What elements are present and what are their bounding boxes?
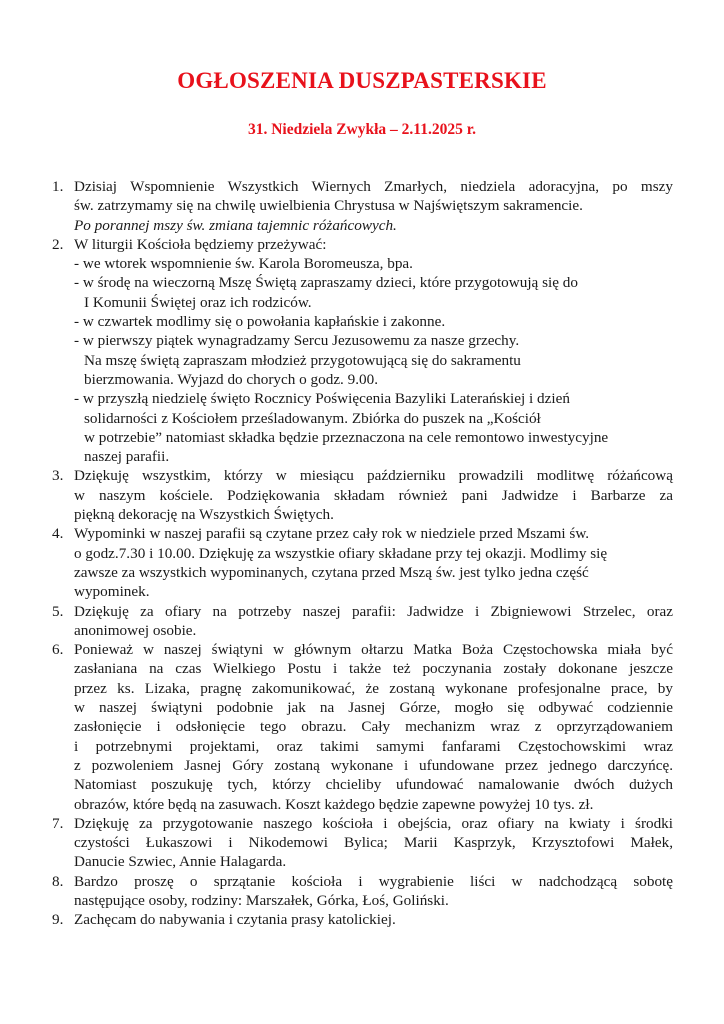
item-line: zawsze za wszystkich wypominanych, czytana przed Mszą św. jest tylko jedna część <box>74 563 589 581</box>
item-line: bierzmowania. Wyjazd do chorych o godz. 9.00. <box>84 370 379 388</box>
item-number: 6. <box>52 641 64 659</box>
item-line: w naszej świątyni podobnie jak na Jasnej Górze, mogło się odbywać codziennie <box>74 699 673 717</box>
item-line: Danucie Szwiec, Annie Halagarda. <box>74 853 287 871</box>
item-number: 9. <box>52 911 64 929</box>
list-item <box>45 177 673 235</box>
item-line: wypominek. <box>74 583 150 601</box>
list-item <box>45 524 673 601</box>
item-line: w naszym kościele. Podziękowania składam również pani Jadwidze i Barbarze za <box>74 486 673 504</box>
item-line: - w czwartek modlimy się o powołania kapłańskie i zakonne. <box>74 313 446 331</box>
item-line: - w pierwszy piątek wynagradzamy Sercu Jezusowemu za nasze grzechy. <box>74 332 520 350</box>
item-line: solidarności z Kościołem prześladowanym. Zbiórka do puszek na „Kościół <box>84 409 541 427</box>
item-line: przez ks. Lizaka, pragnę zakomunikować, że zostaną wykonane profesjonalne prace, by <box>74 679 673 697</box>
list-item <box>45 235 673 467</box>
item-line: św. zatrzymamy się na chwilę uwielbienia Chrystusa w Najświętszym sakramencie. <box>74 197 583 215</box>
item-number: 8. <box>52 872 64 890</box>
item-line: Dziękuję za ofiary na potrzeby naszej parafii: Jadwidze i Zbigniewowi Strzelec, oraz <box>74 602 673 620</box>
item-number: 4. <box>52 525 64 543</box>
item-line: Zachęcam do nabywania i czytania prasy katolickiej. <box>74 911 396 929</box>
list-item <box>45 466 673 524</box>
item-number: 2. <box>52 235 64 253</box>
item-line: z pozwoleniem Jasnej Góry zostaną wykonane i ufundowane przez jednego darczyńcę. <box>74 756 673 774</box>
item-line: następujące osoby, rodziny: Marszałek, Górka, Łoś, Goliński. <box>74 891 449 909</box>
item-line: - w przyszłą niedzielę święto Rocznicy Poświęcenia Bazyliki Laterańskiej i dzień <box>74 390 570 408</box>
item-line: - w środę na wieczorną Mszę Świętą zapraszamy dzieci, które przygotowują się do <box>74 274 578 292</box>
page-title: OGŁOSZENIA DUSZPASTERSKIE <box>177 68 547 93</box>
item-line: Bardzo proszę o sprzątanie kościoła i wygrabienie liści w nadchodzącą sobotę <box>74 872 673 890</box>
item-note: Po porannej mszy św. zmiana tajemnic różańcowych. <box>74 216 397 234</box>
item-line: zasłaniana na czas Wielkiego Postu i także też poczynania zostały dokonane jeszcze <box>74 660 673 678</box>
item-number: 3. <box>52 467 64 485</box>
list-item <box>45 872 673 911</box>
item-line: naszej parafii. <box>84 448 170 466</box>
item-line: zasłonięcie i odsłonięcie tego obrazu. Cały mechanizm wraz z oprzyrządowaniem <box>74 718 673 736</box>
item-line: czystości Łukaszowi i Nikodemowi Bylica; Marii Kasprzyk, Krzysztofowi Małek, <box>74 834 673 852</box>
item-line: Dziękuję za przygotowanie naszego kościoła i obejścia, oraz ofiary na kwiaty i środki <box>74 814 673 832</box>
item-line: obrazów, które będą na zasuwach. Koszt każdego będzie zapewne powyżej 10 tys. zł. <box>74 795 594 813</box>
list-item <box>45 602 673 641</box>
item-line: w potrzebie” natomiast składka będzie przeznaczona na cele remontowo inwestycyjne <box>84 428 609 446</box>
item-number: 7. <box>52 814 64 832</box>
item-line: Wypominki w naszej parafii są czytane przez cały rok w niedziele przed Mszami św. <box>74 525 590 543</box>
list-item <box>45 640 673 814</box>
list-item <box>45 910 673 929</box>
item-line: o godz.7.30 i 10.00. Dziękuję za wszystkie ofiary składane przy tej okazji. Modlimy się <box>74 544 608 562</box>
announcement-list <box>45 177 673 930</box>
item-line: Natomiast poszukuję tych, którzy chcieliby ufundować namalowanie dwóch dużych <box>74 776 673 794</box>
item-line: Na mszę świętą zapraszam młodzież przygotowującą się do sakramentu <box>84 351 521 369</box>
item-line: anonimowej osobie. <box>74 621 197 639</box>
item-line: - we wtorek wspomnienie św. Karola Boromeusza, bpa. <box>74 255 413 273</box>
list-item <box>45 814 673 872</box>
item-number: 1. <box>52 178 64 195</box>
item-number: 5. <box>52 602 64 620</box>
item-line: Ponieważ w naszej świątyni w głównym ołtarzu Matka Boża Częstochowska miała być <box>74 641 673 659</box>
page-subtitle: 31. Niedziela Zwykła – 2.11.2025 r. <box>247 121 477 138</box>
item-line: piękną dekorację na Wszystkich Świętych. <box>74 506 334 524</box>
item-line: Dziękuję wszystkim, którzy w miesiącu październiku prowadzili modlitwę różańcową <box>74 467 673 485</box>
item-line: i potrzebnymi projektami, oraz takimi samymi fanfarami Częstochowskimi wraz <box>74 737 673 755</box>
item-line: I Komunii Świętej oraz ich rodziców. <box>84 293 312 311</box>
item-line: Dzisiaj Wspomnienie Wszystkich Wiernych Zmarłych, niedziela adoracyjna, po mszy <box>74 178 673 195</box>
item-intro: W liturgii Kościoła będziemy przeżywać: <box>74 235 327 253</box>
